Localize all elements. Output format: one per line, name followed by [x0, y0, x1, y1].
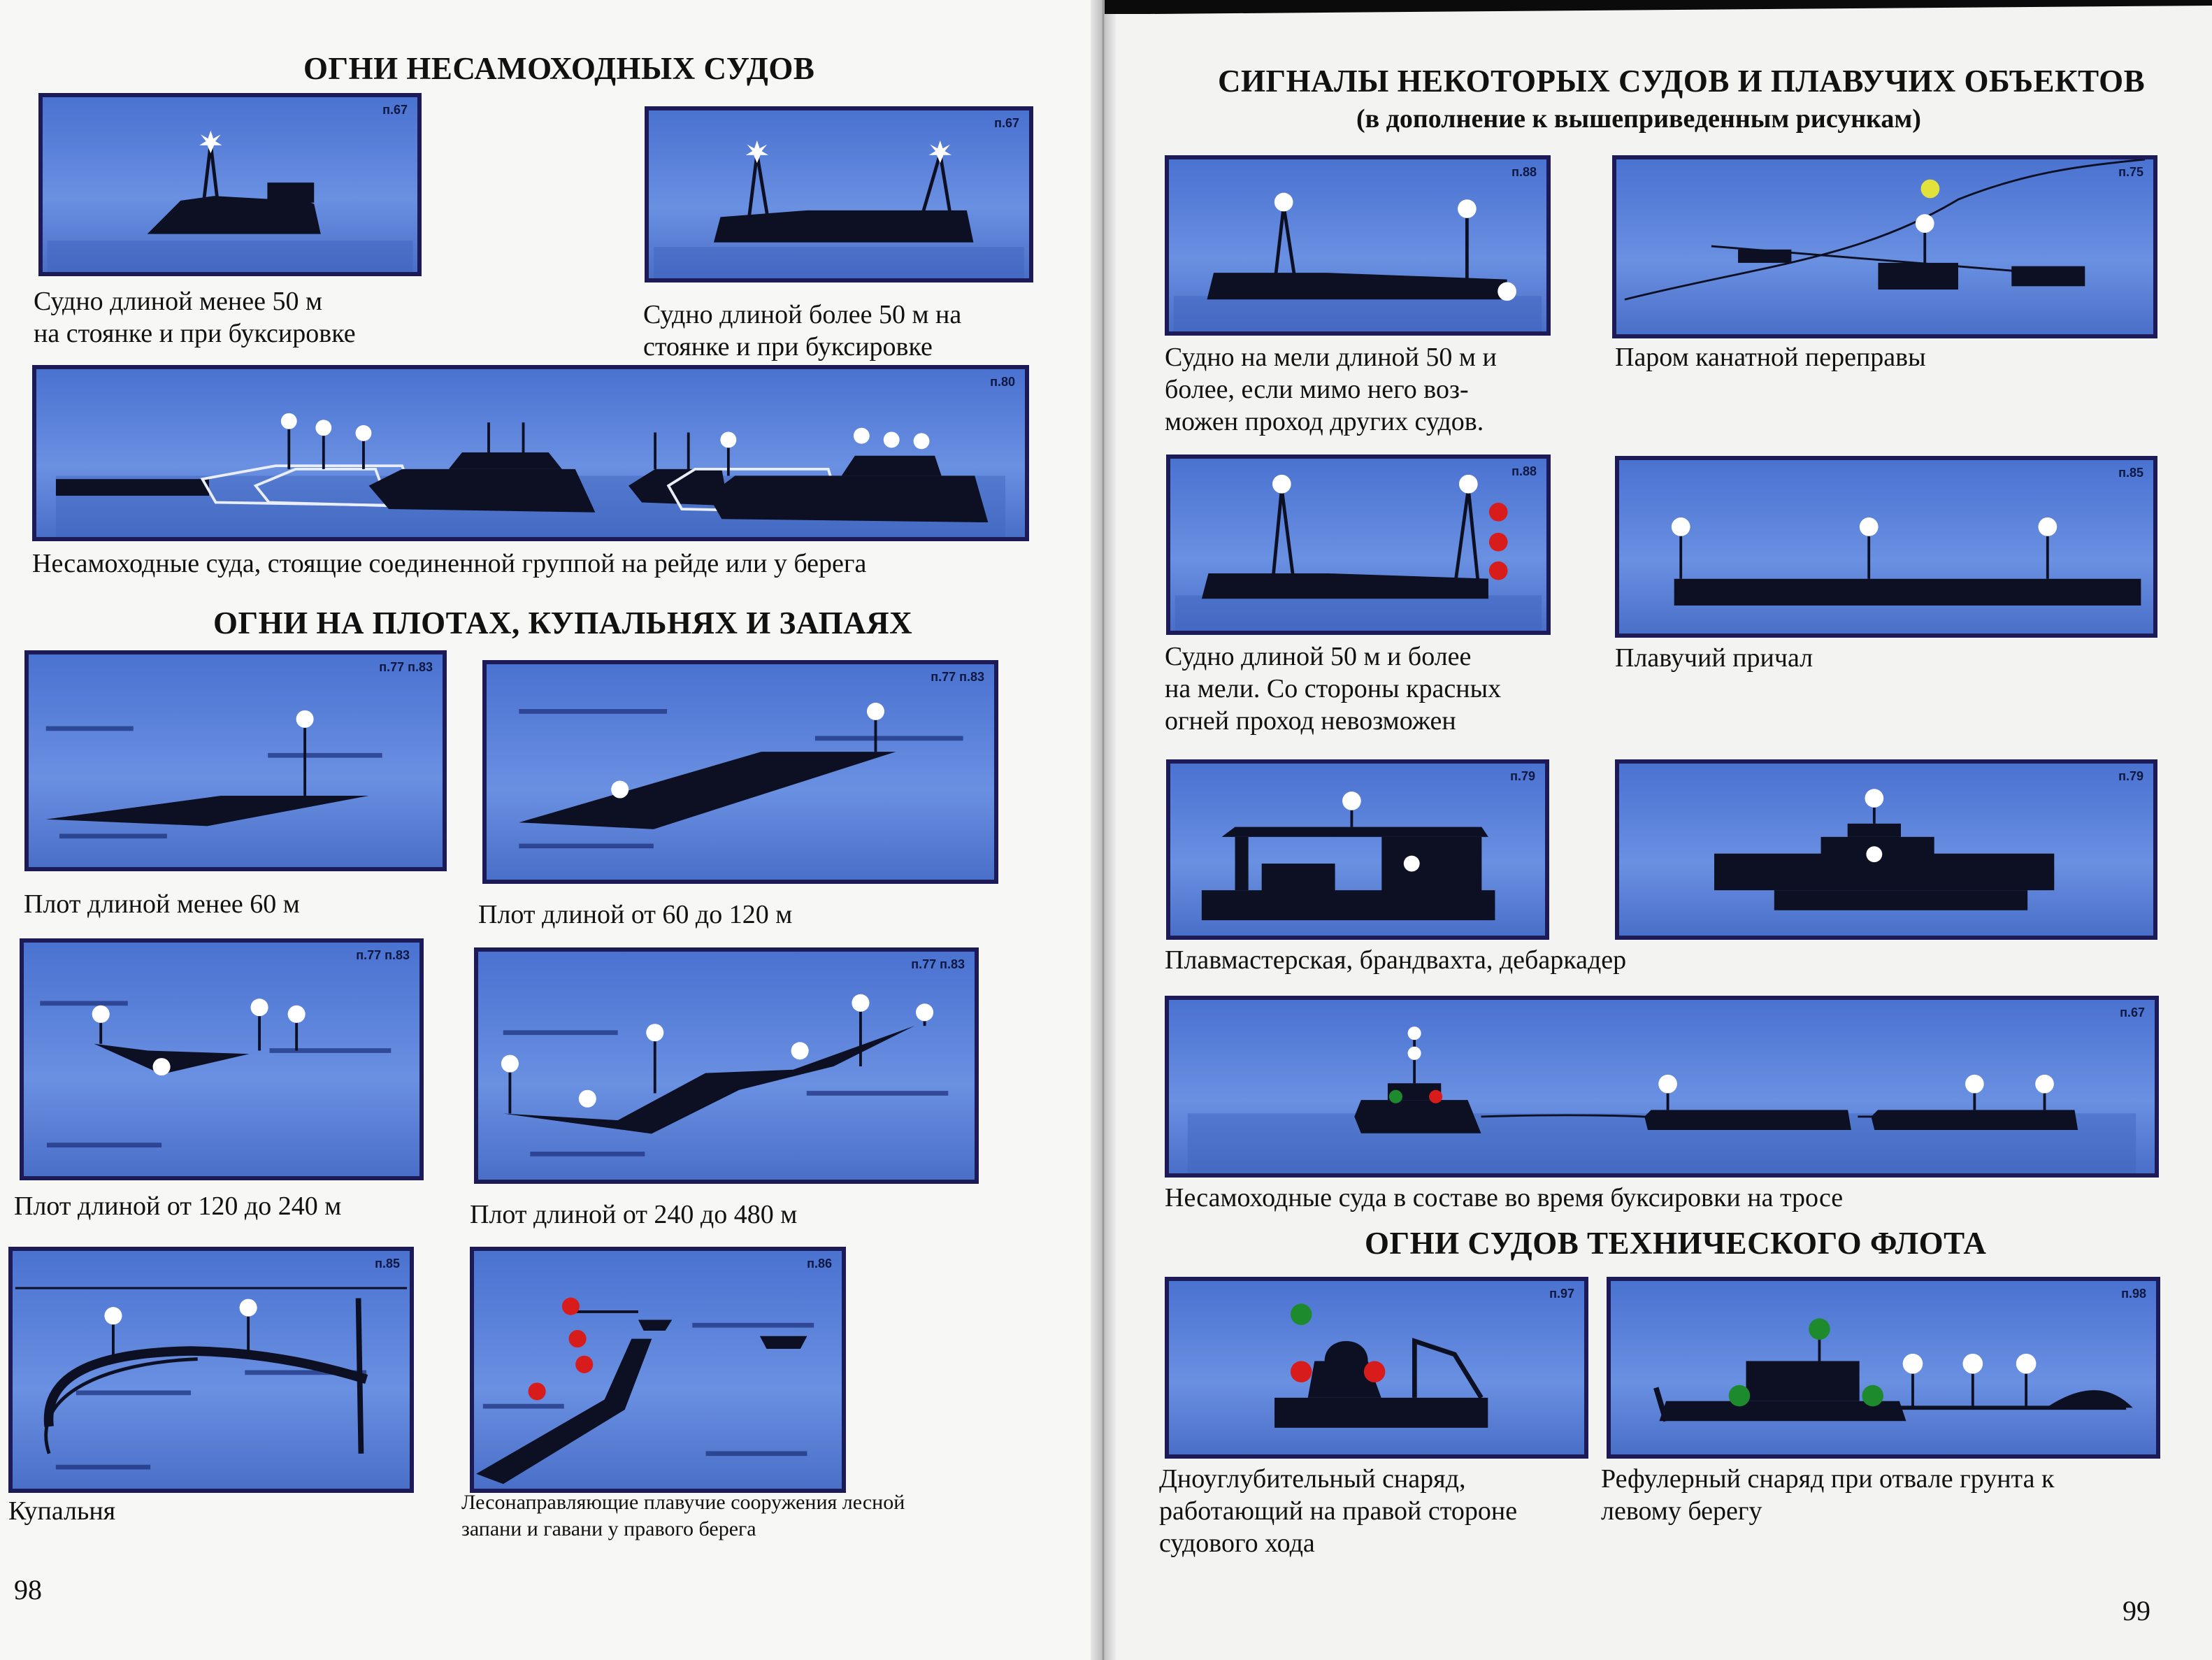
rule-reference: п.98: [2121, 1287, 2146, 1301]
rule-reference: п.77 п.83: [911, 957, 965, 971]
rule-reference: п.75: [2118, 165, 2143, 179]
illustration-aground-blocked: [1166, 455, 1551, 635]
illustration-landing-stage: [1615, 759, 2157, 940]
vessel-scene: [1170, 459, 1546, 631]
illustration-aground-pass: [1165, 155, 1551, 336]
caption: Паром канатной переправы: [1615, 343, 1926, 372]
vessel-group-scene: [36, 369, 1025, 537]
caption: Плавучий причал: [1615, 643, 1814, 673]
caption: Плот длиной от 240 до 480 м: [470, 1200, 798, 1229]
rule-reference: п.80: [990, 375, 1015, 389]
page-number-left: 98: [14, 1574, 42, 1605]
illustration-raft-60-120m: [482, 660, 998, 884]
caption: Несамоходные суда, стоящие соединенной группой на рейде или у берега: [32, 549, 867, 578]
bathing-scene: [13, 1251, 410, 1489]
illustration-dredger: [1165, 1277, 1588, 1459]
rule-reference: п.77 п.83: [356, 948, 410, 962]
rule-reference: п.77 п.83: [379, 660, 433, 674]
caption: Лесонаправляющие плавучие сооружения лесной запани и гавани у правого берега: [461, 1491, 905, 1540]
rule-reference: п.67: [994, 116, 1019, 130]
book-spine: [1091, 0, 1116, 1660]
vessel-scene: [649, 110, 1029, 278]
caption: Купальня: [8, 1496, 116, 1526]
illustration-bathing-place: [8, 1247, 414, 1493]
dredger-scene: [1611, 1281, 2156, 1454]
rule-reference: п.79: [2118, 769, 2143, 783]
illustration-floating-pier: [1615, 456, 2157, 638]
rule-reference: п.79: [1510, 769, 1535, 783]
illustration-connected-group: [32, 365, 1029, 541]
heading-technical-fleet: ОГНИ СУДОВ ТЕХНИЧЕСКОГО ФЛОТА: [1365, 1226, 1987, 1261]
raft-scene: [29, 654, 443, 867]
caption: Судно длиной более 50 м на стоянке и при буксировке: [643, 300, 962, 362]
rule-reference: п.85: [2118, 466, 2143, 480]
landing-scene: [1619, 764, 2153, 936]
rule-reference: п.85: [375, 1257, 400, 1271]
caption: Судно на мели длиной 50 м и более, если мимо него воз- можен проход других судов.: [1165, 343, 1497, 436]
illustration-vessel-under-50m: [38, 93, 422, 276]
raft-scene: [24, 943, 419, 1176]
illustration-floating-workshop: [1166, 759, 1549, 940]
workshop-scene: [1170, 764, 1545, 936]
raft-scene: [487, 664, 994, 880]
raft-scene: [478, 952, 975, 1180]
caption: Плавмастерская, брандвахта, дебаркадер: [1165, 945, 1627, 975]
vessel-scene: [43, 97, 417, 272]
caption: Рефулерный снаряд при отвале грунта к левому берегу: [1601, 1464, 2055, 1526]
heading-rafts-lights: ОГНИ НА ПЛОТАХ, КУПАЛЬНЯХ И ЗАПАЯХ: [213, 606, 913, 641]
illustration-vessel-over-50m: [645, 106, 1033, 282]
rule-reference: п.67: [382, 103, 408, 117]
illustration-suction-dredger: [1607, 1277, 2160, 1459]
rule-reference: п.97: [1549, 1287, 1574, 1301]
vessel-scene: [1169, 159, 1546, 331]
rule-reference: п.86: [807, 1257, 832, 1271]
boom-scene: [474, 1251, 842, 1489]
subheading-supplement: (в дополнение к вышеприведенным рисункам): [1356, 104, 1921, 134]
caption: Плот длиной менее 60 м: [24, 889, 300, 919]
heading-special-signals: СИГНАЛЫ НЕКОТОРЫХ СУДОВ И ПЛАВУЧИХ ОБЪЕКТОВ: [1218, 64, 2146, 99]
rule-reference: п.77 п.83: [931, 670, 984, 684]
illustration-lumber-boom: [470, 1247, 846, 1493]
illustration-raft-240-480m: [474, 947, 979, 1184]
ferry-scene: [1616, 159, 2153, 334]
rule-reference: п.67: [2120, 1006, 2145, 1019]
caption: Несамоходные суда в составе во время буксировки на тросе: [1165, 1183, 1844, 1212]
caption: Судно длиной 50 м и более на мели. Со стороны красных огней проход невозможен: [1165, 642, 1502, 736]
tow-scene: [1169, 1000, 2155, 1173]
illustration-raft-120-240m: [20, 938, 424, 1180]
rule-reference: п.88: [1511, 165, 1537, 179]
page-number-right: 99: [2123, 1595, 2150, 1626]
caption: Плот длиной от 60 до 120 м: [478, 900, 793, 929]
caption: Плот длиной от 120 до 240 м: [14, 1192, 342, 1221]
caption: Судно длиной менее 50 м на стоянке и при буксировке: [34, 287, 356, 348]
caption: Дноуглубительный снаряд, работающий на правой стороне судового хода: [1159, 1464, 1518, 1558]
illustration-raft-under-60m: [24, 650, 447, 871]
pier-scene: [1619, 460, 2153, 634]
rule-reference: п.88: [1511, 464, 1537, 478]
dredger-scene: [1169, 1281, 1584, 1454]
illustration-cable-ferry: [1612, 155, 2157, 338]
illustration-towed-barges: [1165, 996, 2159, 1178]
heading-non-self-propelled-lights: ОГНИ НЕСАМОХОДНЫХ СУДОВ: [303, 51, 815, 86]
